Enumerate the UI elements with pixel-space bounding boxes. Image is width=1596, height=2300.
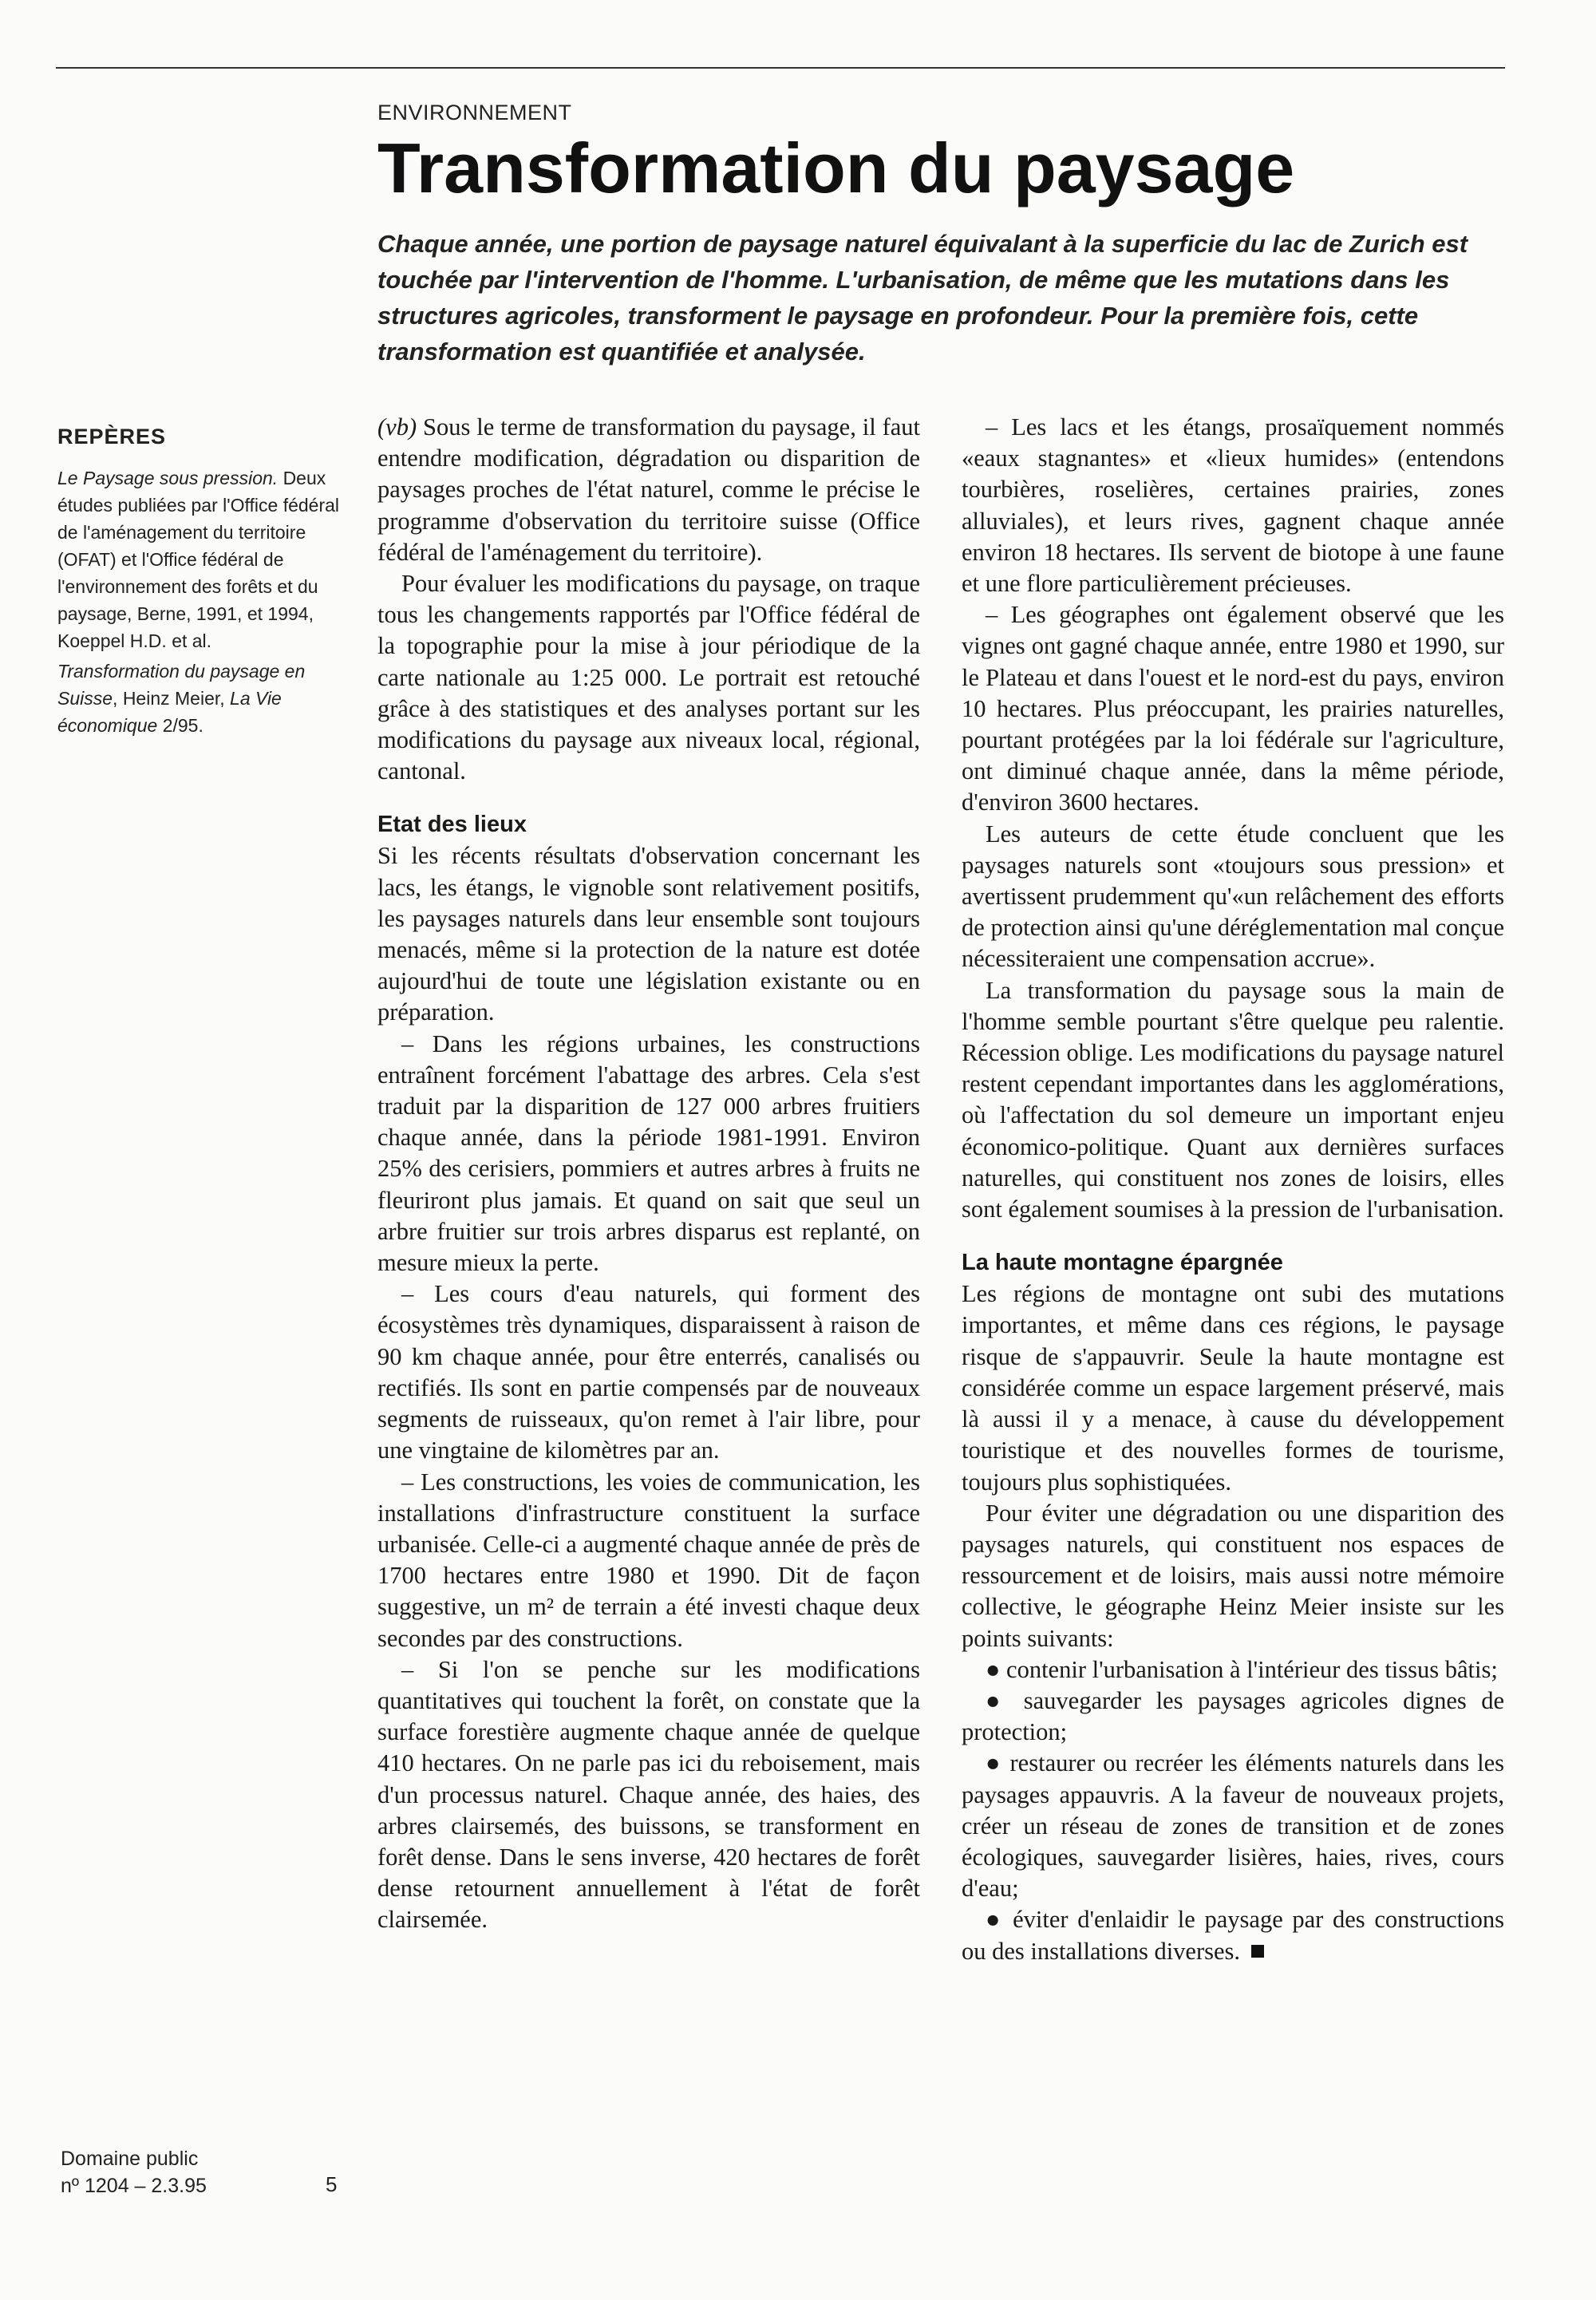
paragraph: Les auteurs de cette étude concluent que les paysages naturels sont «toujours sous pression» et avertissent prudemment qu'«un relâchement des efforts de protection ainsi qu'une déréglementation mal conçue nécessiteraient une compensation accrue». (962, 820, 1504, 973)
paragraph: – Les géographes ont également observé que les vignes ont gagné chaque année, entre 1980 et 1990, sur le Plateau et dans l'ouest et le nord-est du pays, environ 10 hectares. Plus préoccupant, les prairies naturelles, pourtant protégées par la loi fédérale sur l'agriculture, ont diminué chaque année, dans la même période, d'environ 3600 hectares. (962, 601, 1504, 816)
ref1-title: Le Paysage sous pression. (57, 468, 279, 488)
page-number: 5 (326, 2172, 338, 2196)
bullet-item: ● sauvegarder les paysages agricoles dignes de protection; (962, 1686, 1504, 1746)
bullet-item: ● éviter d'enlaidir le paysage par des constructions ou des installations diverses. (962, 1906, 1504, 1965)
reperes-sidebar (57, 423, 345, 742)
ref2-journal: La Vie économique (57, 688, 282, 736)
sidebar-title: REPÈRES (57, 425, 167, 449)
paragraph: – Dans les régions urbaines, les constructions entraînent forcément l'abattage des arbres. Cela s'est traduit par la disparition de 127 000 arbres fruitiers chaque année, dans la période 1981-1991. Environ 25% des cerisiers, pommiers et autres arbres à fruits ne fleuriront plus jamais. Et quand on sait que seul un arbre fruitier sur trois arbres disparus est replanté, on mesure mieux la perte. (377, 1029, 920, 1277)
sidebar-ref-2 (57, 658, 345, 739)
paragraph: – Les cours d'eau naturels, qui forment des écosystèmes très dynamiques, disparaissent à raison de 90 km chaque année, pour être enterrés, canalisés ou rectifiés. Ils sont en partie compensés par de nouveaux segments de ruisseaux, qu'on remet à l'air libre, pour une vingtaine de kilomètres par an. (377, 1280, 920, 1464)
bullet-item: ● restaurer ou recréer les éléments naturels dans les paysages appauvris. A la faveur de nouveaux projets, créer un réseau de zones de transition et de zones écologiques, sauvegarder lisières, haies, rives, cours d'eau; (962, 1749, 1504, 1903)
paragraph: – Les lacs et les étangs, prosaïquement nommés «eaux stagnantes» et «lieux humides» (entendons tourbières, roselières, certaines prairies, zones alluviales), et leurs rives, gagnent chaque année environ 18 hectares. Ils servent de biotope à une faune et une flore particulièrement précieuses. (962, 413, 1504, 598)
paragraph: Pour éviter une dégradation ou une disparition des paysages naturels, qui constituent nos espaces de ressourcement et de loisirs, mais aussi notre mémoire collective, le géographe Heinz Meier insiste sur les points suivants: (962, 1499, 1504, 1652)
ref1-text: Deux études publiées par l'Office fédéral de l'aménagement du territoire (OFAT) et l'Office fédéral de l'environnement des forêts et du paysage, Berne, 1991, et 1994, Koeppel H.D. et al. (57, 468, 340, 651)
paragraph: – Les constructions, les voies de communication, les installations d'infrastructure constituent la surface urbanisée. Celle-ci a augmenté chaque année de près de 1700 hectares entre 1980 et 1990. Dit de façon suggestive, un m² de terrain a été investi chaque deux secondes par des constructions. (377, 1468, 920, 1652)
paragraph: Si les récents résultats d'observation concernant les lacs, les étangs, le vignoble sont relativement positifs, les paysages naturels dans leur ensemble sont toujours menacés, même si la protection de la nature est dotée aujourd'hui de toute une législation existante ou en préparation. (377, 842, 920, 1026)
rubric: ENVIRONNEMENT (377, 101, 572, 124)
section-heading-haute-montagne: La haute montagne épargnée (962, 1250, 1283, 1276)
paragraph: Pour évaluer les modifications du paysage, on traque tous les changements rapportés par l'Office fédéral de la topographie pour la mise à jour périodique de la carte nationale au 1:25 000. Le portrait est retouché grâce à des statistiques et des analyses portant sur les modifications du paysage aux niveaux local, régional, cantonal. (377, 570, 920, 785)
ref2-title: Transformation du paysage en Suisse (57, 661, 306, 709)
paragraph: (vb) Sous le terme de transformation du paysage, il faut entendre modification, dégradation ou disparition de paysages proches de l'état naturel, comme le précise le programme d'observation du territoire suisse (Office fédéral de l'aménagement du territoire). (377, 413, 920, 566)
article-column-2 (962, 412, 1504, 1967)
ref2-author: , Heinz Meier, (113, 688, 231, 709)
article-title: Transformation du paysage (377, 128, 1295, 207)
paragraph: La transformation du paysage sous la main de l'homme semble pourtant s'être quelque peu ralentie. Récession oblige. Les modifications du paysage naturel restent cependant importantes dans les agglomérations, où l'affectation du sol demeure un important enjeu économico-politique. Quant aux dernières surfaces naturelles, qui constituent nos zones de loisirs, elles sont également soumises à la pression de l'urbanisation. (962, 976, 1504, 1223)
section-heading-etat-des-lieux: Etat des lieux (377, 812, 527, 838)
paragraph: – Si l'on se penche sur les modifications quantitatives qui touchent la forêt, on constate que la surface forestière augmente chaque année de quelque 410 hectares. On ne parle pas ici du reboisement, mais d'un processus naturel. Chaque année, des haies, des arbres clairsemés, des buissons, se transforment en forêt dense. Dans le sens inverse, 420 hectares de forêt dense retournent annuellement à l'état de forêt clairsemée. (377, 1655, 920, 1934)
end-of-article-mark (1251, 1945, 1264, 1958)
article-column-1 (377, 412, 920, 1936)
bullet-item: ● contenir l'urbanisation à l'intérieur des tissus bâtis; (986, 1655, 1498, 1683)
ref2-issue: 2/95. (157, 715, 203, 736)
article-header (377, 101, 1511, 370)
sidebar-ref-1 (57, 464, 345, 654)
intro-author: (vb) (377, 413, 417, 441)
top-rule (56, 67, 1505, 69)
article-lead: Chaque année, une portion de paysage naturel équivalant à la superficie du lac de Zurich est touchée par l'intervention de l'homme. L'urbanisation, de même que les mutations dans les structures agricoles, transforment le paysage en profondeur. Pour la première fois, cette transformation est quantifiée et analysée. (377, 230, 1468, 366)
paragraph: Les régions de montagne ont subi des mutations importantes, et même dans ces régions, le paysage risque de s'appauvrir. Seule la haute montagne est considérée comme un espace largement préservé, mais là aussi il y a menace, à cause du développement touristique et des nouvelles formes de tourisme, toujours plus sophistiquées. (962, 1280, 1504, 1496)
issue-number: nº 1204 – 2.3.95 (61, 2175, 207, 2197)
publication-name: Domaine public (61, 2148, 199, 2170)
footer (61, 2145, 364, 2199)
